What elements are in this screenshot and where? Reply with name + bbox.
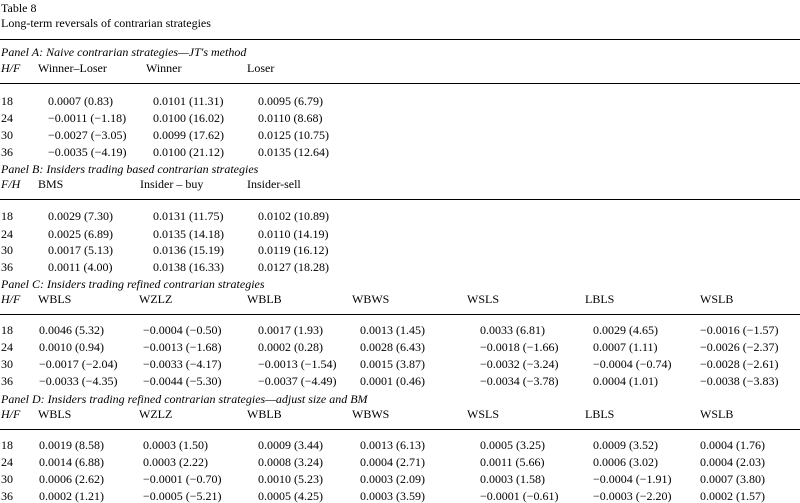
table-cell: 0.0004 (1.01): [593, 374, 658, 388]
top-rule: [0, 39, 800, 40]
table-cell: 0.0010 (5.23): [258, 472, 323, 486]
table-cell: 0.0046 (5.32): [39, 323, 104, 337]
row-horizon: 36: [1, 374, 13, 388]
row-horizon: 24: [1, 111, 13, 125]
table-cell: 0.0100 (21.12): [153, 145, 224, 159]
table-cell: −0.0018 (−1.66): [480, 340, 559, 354]
row-horizon: 24: [1, 455, 13, 469]
table-cell: 0.0003 (2.22): [143, 455, 208, 469]
table-cell: 0.0007 (1.11): [593, 340, 658, 354]
row-horizon: 30: [1, 357, 13, 371]
panel-title: Panel A: Naive contrarian strategies—JT's method: [1, 45, 247, 59]
table-cell: 0.0009 (3.44): [258, 438, 323, 452]
table-cell: 0.0102 (10.89): [258, 209, 329, 223]
column-header: LBLS: [585, 292, 615, 306]
table-cell: 0.0017 (5.13): [48, 243, 113, 257]
table-cell: −0.0017 (−2.04): [39, 357, 118, 371]
table-cell: −0.0044 (−5.30): [143, 374, 222, 388]
panel-title: Panel B: Insiders trading based contrarian strategies: [1, 162, 259, 176]
table-cell: 0.0025 (6.89): [48, 227, 113, 241]
table-cell: −0.0027 (−3.05): [48, 128, 127, 142]
column-header: Winner–Loser: [38, 61, 107, 75]
table-cell: 0.0002 (1.57): [700, 489, 765, 503]
table-cell: −0.0038 (−3.83): [700, 374, 779, 388]
column-header: LBLS: [585, 407, 615, 421]
table-cell: 0.0101 (11.31): [153, 94, 224, 108]
table-cell: 0.0028 (6.43): [360, 340, 425, 354]
row-label-header: H/F: [1, 61, 21, 75]
panel-rule: [0, 314, 800, 315]
table-cell: 0.0010 (0.94): [39, 340, 104, 354]
column-header: WBLB: [247, 407, 282, 421]
table-cell: −0.0016 (−1.57): [700, 323, 779, 337]
column-header: WBWS: [352, 292, 390, 306]
table-cell: 0.0007 (0.83): [48, 94, 113, 108]
column-header: WZLZ: [139, 292, 173, 306]
table-cell: 0.0011 (5.66): [480, 455, 545, 469]
table-cell: 0.0002 (1.21): [39, 489, 104, 503]
table-cell: −0.0037 (−4.49): [258, 374, 337, 388]
table-cell: 0.0119 (16.12): [258, 243, 329, 257]
table-cell: 0.0138 (16.33): [153, 260, 224, 274]
table-cell: 0.0131 (11.75): [153, 209, 224, 223]
row-horizon: 36: [1, 260, 13, 274]
table-cell: −0.0028 (−2.61): [700, 357, 779, 371]
table-cell: 0.0135 (14.18): [153, 227, 224, 241]
table-cell: 0.0100 (16.02): [153, 111, 224, 125]
panel-title: Panel C: Insiders trading refined contrarian strategies: [1, 277, 265, 291]
row-horizon: 36: [1, 489, 13, 503]
table-cell: 0.0006 (3.02): [593, 455, 658, 469]
table-cell: 0.0014 (6.88): [39, 455, 104, 469]
column-header: WSLB: [700, 292, 734, 306]
table-cell: −0.0011 (−1.18): [48, 111, 127, 125]
row-horizon: 36: [1, 145, 13, 159]
table-cell: 0.0008 (3.24): [258, 455, 323, 469]
table-cell: 0.0005 (3.25): [480, 438, 545, 452]
panel-rule: [0, 199, 800, 200]
row-horizon: 18: [1, 209, 13, 223]
table-cell: −0.0003 (−2.20): [593, 489, 672, 503]
table-cell: −0.0001 (−0.61): [480, 489, 559, 503]
column-header: BMS: [38, 177, 64, 191]
table-cell: 0.0004 (2.03): [700, 455, 765, 469]
table-cell: −0.0033 (−4.17): [143, 357, 222, 371]
table-cell: 0.0127 (18.28): [258, 260, 329, 274]
table-cell: 0.0004 (1.76): [700, 438, 765, 452]
table-cell: 0.0006 (2.62): [39, 472, 104, 486]
table-cell: −0.0034 (−3.78): [480, 374, 559, 388]
row-label-header: F/H: [1, 177, 21, 191]
table-cell: 0.0019 (8.58): [39, 438, 104, 452]
panel-rule: [0, 429, 800, 430]
column-header: WBLS: [38, 407, 72, 421]
table-cell: 0.0005 (4.25): [258, 489, 323, 503]
table-cell: 0.0136 (15.19): [153, 243, 224, 257]
row-horizon: 30: [1, 243, 13, 257]
table-cell: 0.0013 (1.45): [360, 323, 425, 337]
table-cell: 0.0135 (12.64): [258, 145, 329, 159]
row-horizon: 30: [1, 472, 13, 486]
table-cell: −0.0004 (−0.50): [143, 323, 222, 337]
table-cell: −0.0001 (−0.70): [143, 472, 222, 486]
table-cell: −0.0013 (−1.54): [258, 357, 337, 371]
table-cell: 0.0004 (2.71): [360, 455, 425, 469]
table-cell: −0.0005 (−5.21): [143, 489, 222, 503]
table-cell: −0.0033 (−4.35): [39, 374, 118, 388]
table-cell: −0.0035 (−4.19): [48, 145, 127, 159]
table-cell: 0.0125 (10.75): [258, 128, 329, 142]
row-label-header: H/F: [1, 407, 21, 421]
row-horizon: 24: [1, 340, 13, 354]
column-header: Winner: [146, 61, 182, 75]
table-cell: 0.0029 (4.65): [593, 323, 658, 337]
table-cell: 0.0095 (6.79): [258, 94, 323, 108]
column-header: WSLS: [467, 407, 500, 421]
table-cell: 0.0017 (1.93): [258, 323, 323, 337]
table-number: Table 8: [1, 1, 37, 15]
column-header: WBWS: [352, 407, 390, 421]
table-cell: 0.0001 (0.46): [360, 374, 425, 388]
table-cell: 0.0033 (6.81): [480, 323, 545, 337]
column-header: Insider – buy: [140, 177, 204, 191]
table-cell: −0.0032 (−3.24): [480, 357, 559, 371]
table-cell: −0.0004 (−0.74): [593, 357, 672, 371]
table-cell: 0.0003 (2.09): [360, 472, 425, 486]
column-header: WBLS: [38, 292, 72, 306]
table-cell: 0.0099 (17.62): [153, 128, 224, 142]
row-horizon: 30: [1, 128, 13, 142]
table-cell: 0.0013 (6.13): [360, 438, 425, 452]
table-cell: −0.0013 (−1.68): [143, 340, 222, 354]
row-horizon: 24: [1, 227, 13, 241]
row-horizon: 18: [1, 94, 13, 108]
column-header: WSLB: [700, 407, 734, 421]
column-header: Insider-sell: [247, 177, 301, 191]
table-cell: 0.0110 (8.68): [258, 111, 323, 125]
row-horizon: 18: [1, 323, 13, 337]
table-cell: 0.0002 (0.28): [258, 340, 323, 354]
table-cell: −0.0004 (−1.91): [593, 472, 672, 486]
table-cell: 0.0029 (7.30): [48, 209, 113, 223]
row-label-header: H/F: [1, 292, 21, 306]
table-cell: 0.0011 (4.00): [48, 260, 113, 274]
table-cell: 0.0003 (1.50): [143, 438, 208, 452]
table-cell: 0.0015 (3.87): [360, 357, 425, 371]
column-header: WSLS: [467, 292, 500, 306]
table-cell: 0.0110 (14.19): [258, 227, 329, 241]
table-cell: 0.0007 (3.80): [700, 472, 765, 486]
panel-title: Panel D: Insiders trading refined contrarian strategies—adjust size and BM: [1, 392, 368, 406]
table-cell: 0.0003 (3.59): [360, 489, 425, 503]
column-header: Loser: [247, 61, 275, 75]
row-horizon: 18: [1, 438, 13, 452]
table-title: Long-term reversals of contrarian strategies: [1, 16, 211, 30]
table-cell: 0.0009 (3.52): [593, 438, 658, 452]
column-header: WBLB: [247, 292, 282, 306]
table-cell: −0.0026 (−2.37): [700, 340, 779, 354]
panel-rule: [0, 83, 800, 84]
table-cell: 0.0003 (1.58): [480, 472, 545, 486]
column-header: WZLZ: [139, 407, 173, 421]
